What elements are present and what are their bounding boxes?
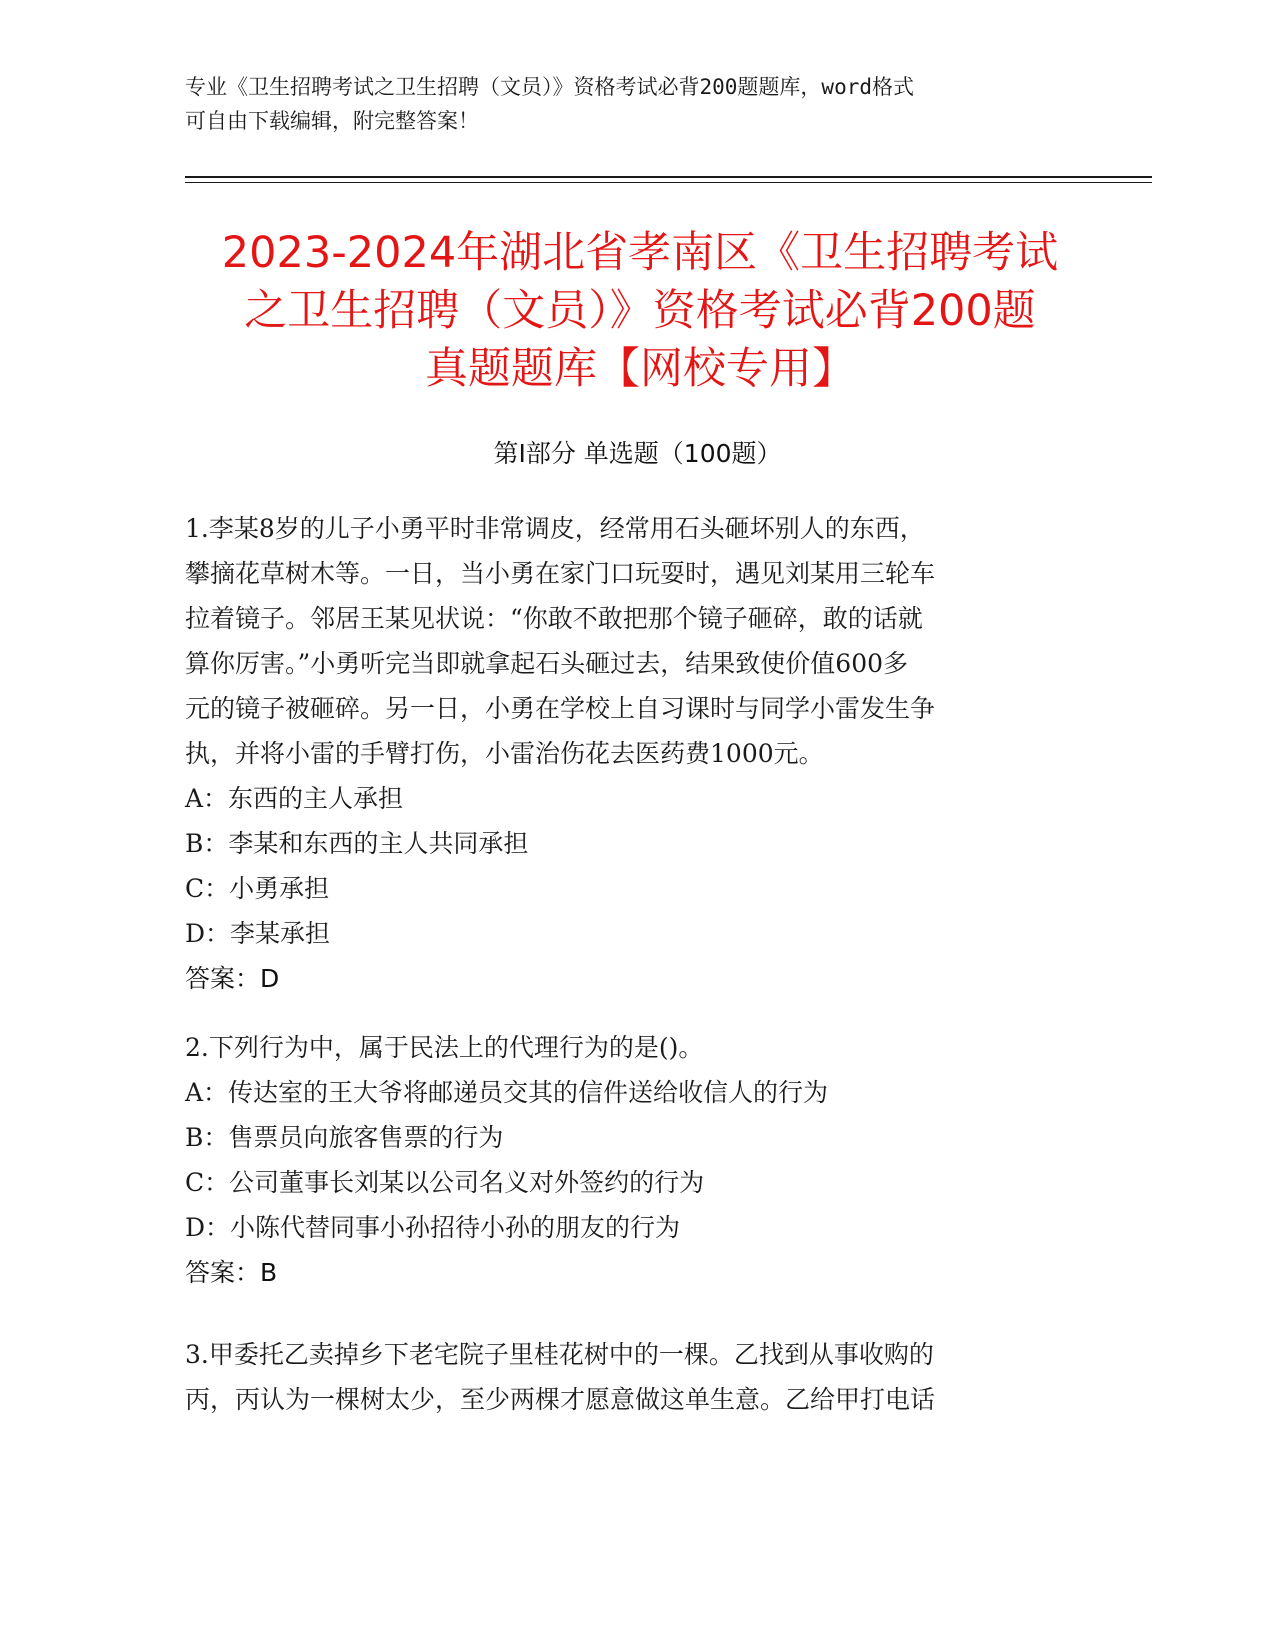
- question-stem-line: 拉着镜子。邻居王某见状说：“你敢不敢把那个镜子砸碎，敢的话就: [185, 604, 923, 633]
- title-line: 2023-2024年湖北省孝南区《卫生招聘考试: [221, 228, 1059, 278]
- title-line: 真题题库【网校专用】: [425, 344, 855, 394]
- answer: 答案：B: [185, 1258, 278, 1287]
- option-c: C：小勇承担: [185, 874, 330, 903]
- question-stem-line: 元的镜子被砸碎。另一日，小勇在学校上自习课时与同学小雷发生争: [185, 694, 936, 723]
- option-a: A：东西的主人承担: [185, 784, 404, 813]
- question-1: [185, 506, 1065, 1001]
- section-heading: 第I部分 单选题（100题）: [493, 439, 782, 468]
- question-stem-line: 1.李某8岁的儿子小勇平时非常调皮，经常用石头砸坏别人的东西，: [185, 514, 925, 543]
- question-stem-line: 2.下列行为中，属于民法上的代理行为的是()。: [185, 1033, 704, 1062]
- question-stem-line: 丙，丙认为一棵树太少，至少两棵才愿意做这单生意。乙给甲打电话: [185, 1385, 936, 1414]
- option-c: C：公司董事长刘某以公司名义对外签约的行为: [185, 1168, 705, 1197]
- option-d: D：李某承担: [185, 919, 331, 948]
- header-divider-thin: [185, 182, 1152, 183]
- question-stem-line: 执，并将小雷的手臂打伤，小雷治伤花去医药费1000元。: [185, 739, 824, 768]
- header-note-line: 专业《卫生招聘考试之卫生招聘（文员）》资格考试必背200题题库，word格式: [185, 75, 914, 99]
- question-3: [185, 1332, 1065, 1422]
- question-stem-line: 3.甲委托乙卖掉乡下老宅院子里桂花树中的一棵。乙找到从事收购的: [185, 1340, 934, 1369]
- header-divider-thick: [185, 176, 1152, 178]
- header-note: [185, 70, 1085, 138]
- question-stem-line: 攀摘花草树木等。一日，当小勇在家门口玩耍时，遇见刘某用三轮车: [185, 559, 936, 588]
- document-title: [160, 224, 1120, 398]
- option-b: B：李某和东西的主人共同承担: [185, 829, 529, 858]
- title-line: 之卫生招聘（文员）》资格考试必背200题: [244, 286, 1036, 336]
- question-2: [185, 1025, 1065, 1295]
- question-stem-line: 算你厉害。”小勇听完当即就拿起石头砸过去，结果致使价值600多: [185, 649, 909, 678]
- option-b: B：售票员向旅客售票的行为: [185, 1123, 504, 1152]
- option-d: D：小陈代替同事小孙招待小孙的朋友的行为: [185, 1213, 681, 1242]
- option-a: A：传达室的王大爷将邮递员交其的信件送给收信人的行为: [185, 1078, 829, 1107]
- answer: 答案：D: [185, 964, 280, 993]
- header-note-line: 可自由下载编辑，附完整答案！: [185, 109, 479, 133]
